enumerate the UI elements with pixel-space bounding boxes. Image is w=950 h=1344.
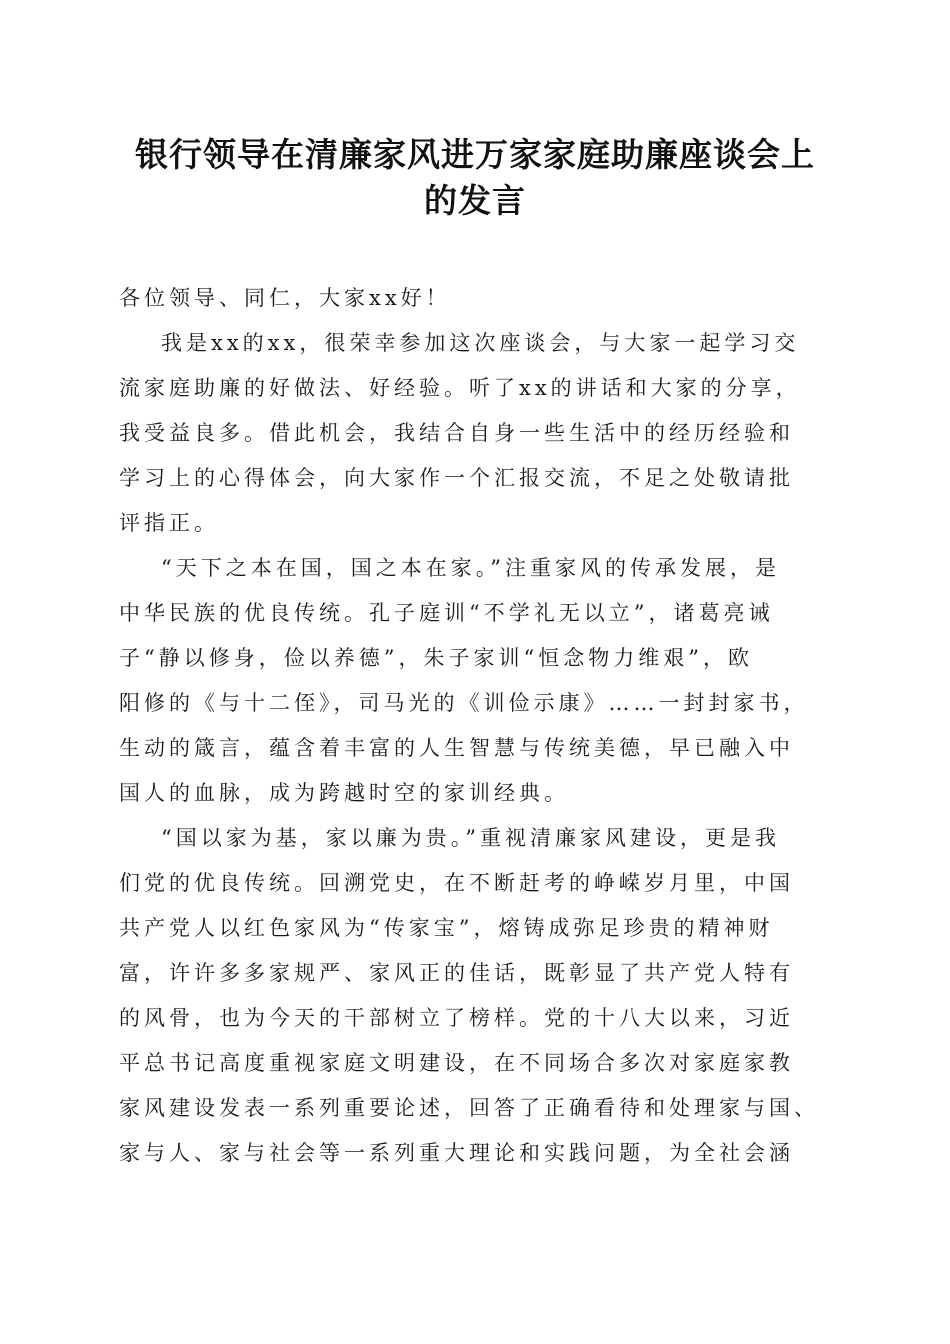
body-line: 们党的优良传统。回溯党史，在不断赶考的峥嵘岁月里，中国: [119, 871, 794, 895]
body-line: “天下之本在国，国之本在家。”注重家风的传承发展，是: [161, 556, 780, 580]
body-line: 平总书记高度重视家庭文明建设，在不同场合多次对家庭家教: [119, 1051, 794, 1075]
body-line: 家风建设发表一系列重要论述，回答了正确看待和处理家与国、: [119, 1096, 819, 1120]
body-line: 中华民族的优良传统。孔子庭训“不学礼无以立”，诸葛亮诫: [119, 601, 774, 625]
body-line: 学习上的心得体会，向大家作一个汇报交流，不足之处敬请批: [119, 466, 794, 490]
body-line: 家与人、家与社会等一系列重大理论和实践问题，为全社会涵: [119, 1141, 794, 1165]
body-line: 我受益良多。借此机会，我结合自身一些生活中的经历经验和: [119, 421, 794, 445]
body-line: 生动的箴言，蕴含着丰富的人生智慧与传统美德，早已融入中: [119, 736, 794, 760]
salutation-line: 各位领导、同仁，大家xx好！: [119, 286, 451, 310]
body-line: 共产党人以红色家风为“传家宝”，熔铸成弥足珍贵的精神财: [119, 916, 774, 940]
document-body: [119, 276, 831, 1176]
title-line: 的发言: [424, 181, 526, 220]
document-title: [110, 132, 840, 224]
title-line: 银行领导在清廉家风进万家家庭助廉座谈会上: [135, 135, 815, 174]
body-line: 我是xx的xx，很荣幸参加这次座谈会，与大家一起学习交: [161, 331, 800, 355]
body-line: 的风骨，也为今天的干部树立了榜样。党的十八大以来，习近: [119, 1006, 794, 1030]
body-line: 国人的血脉，成为跨越时空的家训经典。: [119, 781, 569, 805]
body-line: 阳修的《与十二侄》，司马光的《训俭示康》……一封封家书，: [119, 691, 809, 715]
body-line: 子“静以修身，俭以养德”，朱子家训“恒念物力维艰”，欧: [119, 646, 753, 670]
body-line: 富，许许多多家规严、家风正的佳话，既彰显了共产党人特有: [119, 961, 794, 985]
body-line: 流家庭助廉的好做法、好经验。听了xx的讲话和大家的分享，: [119, 376, 801, 400]
body-line: “国以家为基，家以廉为贵。”重视清廉家风建设，更是我: [161, 826, 780, 850]
body-line: 评指正。: [119, 511, 219, 535]
